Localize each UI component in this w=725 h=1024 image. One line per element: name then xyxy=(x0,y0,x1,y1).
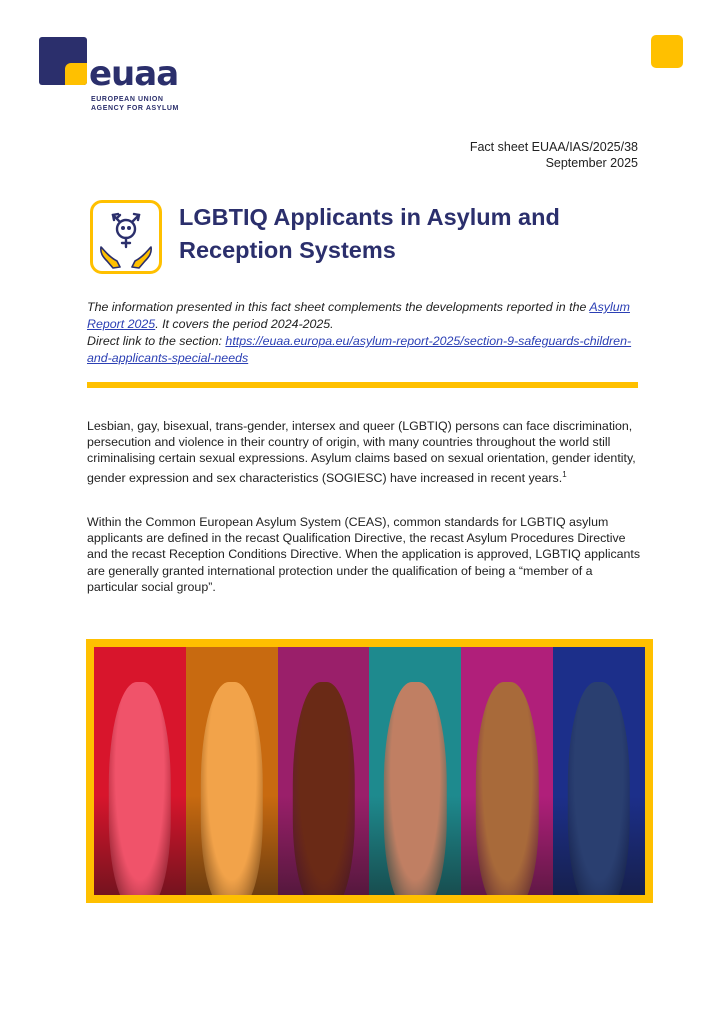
footnote-marker[interactable]: 1 xyxy=(562,469,567,479)
face-silhouette xyxy=(568,682,630,895)
document-meta xyxy=(470,139,638,171)
photo-strip xyxy=(553,647,645,895)
face-silhouette xyxy=(384,682,446,895)
divider-rule xyxy=(87,382,638,388)
asylum-report-link[interactable]: Asylum Report 2025 xyxy=(87,300,630,331)
face-silhouette xyxy=(201,682,263,895)
publication-date: September 2025 xyxy=(545,156,638,170)
photo-strip xyxy=(369,647,461,895)
logo-subline: EUROPEAN UNION AGENCY FOR ASYLUM xyxy=(91,96,179,112)
paragraph-ceas-standards: Within the Common European Asylum System (CEAS), common standards for LGBTIQ asylum applicants are defined in the recast Qualification Directive, the recast Asylum Procedures Directive and the recast Reception Conditions Directive. When the application is approved, LGBTIQ applicants are generally granted international protection under the qualification of being a “member of a particular social group”. xyxy=(87,515,641,594)
page-title: LGBTIQ Applicants in Asylum and Reception Systems xyxy=(179,204,560,263)
section-direct-link[interactable]: https://euaa.europa.eu/asylum-report-2025/section-9-safeguards-children-and-applicants-special-needs xyxy=(87,334,632,365)
intro-text: The information presented in this fact sheet complements the developments reported in the Asylum Report 2025. It covers the period 2024-2025. Direct link to the section: https://euaa.europa.eu/asylum-report-2025/section-9-safeguards-children-and-applicants-special-needs xyxy=(87,300,632,365)
lgbtiq-symbol-icon xyxy=(90,200,162,274)
diverse-faces-photo xyxy=(86,639,653,903)
euaa-logo xyxy=(39,37,199,112)
euaa-logo-mark xyxy=(39,37,87,85)
face-silhouette xyxy=(292,682,354,895)
face-silhouette xyxy=(109,682,171,895)
photo-strip xyxy=(461,647,553,895)
photo-strip xyxy=(278,647,370,895)
photo-strip xyxy=(94,647,186,895)
logo-wordmark: euaa xyxy=(89,54,179,94)
factsheet-id: Fact sheet EUAA/IAS/2025/38 xyxy=(469,140,638,154)
photo-strips xyxy=(94,647,645,895)
corner-decoration xyxy=(651,35,683,68)
paragraph-lgbtiq-persecution: Lesbian, gay, bisexual, trans-gender, intersex and queer (LGBTIQ) persons can face discrimination, persecution and violence in their country of origin, with many countries throughout the world still criminalising certain sexual expressions. Asylum claims based on sexual orientation, gender identity, gender expression and sex characteristics (SOGIESC) have increased in recent years.$^1$ xyxy=(87,419,636,485)
photo-strip xyxy=(186,647,278,895)
face-silhouette xyxy=(476,682,538,895)
